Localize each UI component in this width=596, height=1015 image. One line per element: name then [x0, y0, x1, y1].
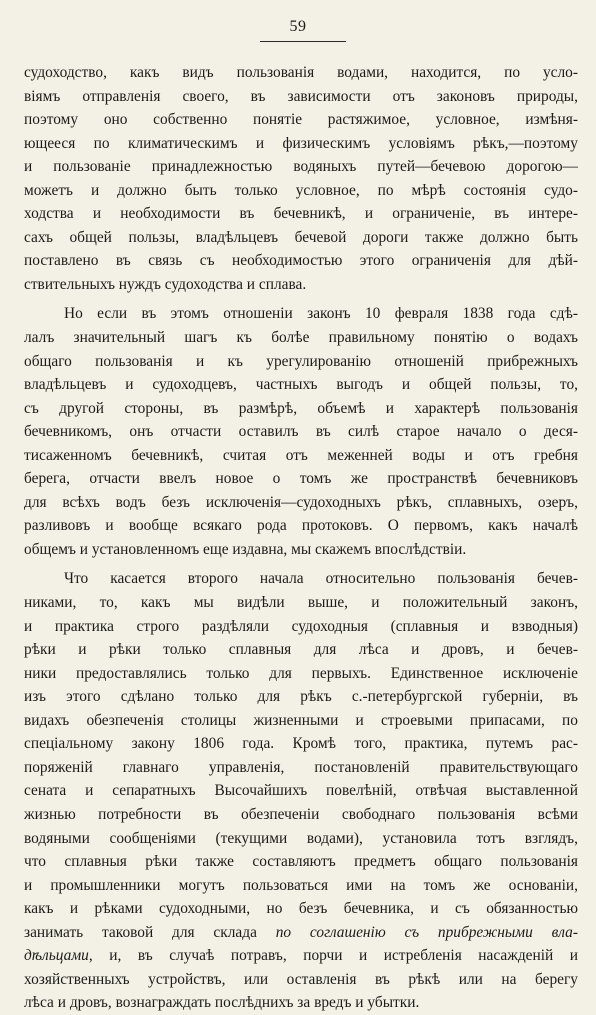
- text-line: віямъ отправленія своего, въ зависимости отъ законовъ природы,: [24, 87, 578, 105]
- text-line: хозяйственныхъ устройствъ, или оставленія въ рѣкѣ или на берегу: [24, 970, 578, 988]
- paragraph-2: [24, 302, 578, 561]
- text-line: разливовъ и вообще всякаго рода протоковъ. О первомъ, какъ началѣ: [24, 517, 578, 535]
- text-line: Но если въ этомъ отношеніи законъ 10 февраля 1838 года сдѣ-: [64, 305, 578, 323]
- text-line: судоходство, какъ видъ пользованія водами, находится, по усло-: [24, 64, 578, 81]
- text-line: что сплавныя рѣки также составляютъ предметъ общаго пользованія: [24, 853, 578, 871]
- italic-phrase: по соглашенію съ прибрежными вла-: [275, 923, 578, 941]
- text-line: съ другой стороны, въ размѣрѣ, объемѣ и характерѣ пользованія: [24, 399, 578, 417]
- text-line: ходства и необходимости въ бечевникѣ, и ограниченіе, въ интере-: [24, 205, 578, 223]
- text-line: лалъ значительный шагъ къ болѣе правильному понятію о водахъ: [24, 329, 578, 347]
- text-line: ники предоставлялись только для первыхъ. Единственное исключеніе: [24, 664, 578, 682]
- text-line: спеціальному закону 1806 года. Кромѣ того, практика, путемъ рас-: [24, 735, 578, 753]
- header-rule: [260, 41, 346, 42]
- text-line: лѣса и дровъ, вознаграждать послѣднихъ за вредъ и убытки.: [24, 994, 420, 1012]
- paragraph-3: [24, 567, 578, 1014]
- text-line: сената и сепаратныхъ Высочайшихъ повелѣній, отвѣчая выставленной: [24, 782, 578, 800]
- text-line-with-italic: [24, 921, 578, 945]
- text-line: можетъ и должно быть только условное, по мѣрѣ состоянія судо-: [24, 181, 578, 199]
- text-line: владѣльцевъ и судоходцевъ, частныхъ выгодъ и общей пользы, то,: [24, 376, 578, 394]
- text-line: видахъ обезпеченія столицы жизненными и строевыми припасами, по: [24, 711, 578, 729]
- body-text: [24, 61, 578, 1015]
- italic-phrase-end: дѣльцами: [24, 947, 89, 965]
- text-line: изъ этого сдѣлано только для рѣкъ с.-петербургской губерніи, въ: [24, 688, 578, 706]
- text-line: тисаженномъ бечевникѣ, считая отъ меженней воды и отъ гребня: [24, 446, 578, 464]
- text-line: ствительныхъ нуждъ судоходства и сплава.: [24, 275, 307, 293]
- text-segment: , и, въ случаѣ потравъ, порчи и истребленія насажденій и: [88, 947, 578, 965]
- text-line: берега, отчасти ввелъ новое о томъ же пространствѣ бечевниковъ: [24, 470, 578, 488]
- text-line: водяными сообщеніями (текущими водами), установила тотъ взглядъ,: [24, 829, 578, 847]
- page-number: 59: [289, 18, 307, 35]
- text-segment: занимать таковой для склада: [24, 923, 257, 941]
- text-line: для всѣхъ водъ безъ исключенія—судоходныхъ рѣкъ, сплавныхъ, озеръ,: [24, 493, 578, 511]
- text-line: сахъ общей пользы, владѣльцевъ бечевой дороги также должно быть: [24, 228, 578, 246]
- text-line: бечевникомъ, онъ отчасти оставилъ въ силѣ старое начало о деся-: [24, 423, 578, 441]
- text-line-with-italic: [24, 944, 578, 968]
- text-line: поряженій главнаго управленія, постановленій правительствующаго: [24, 758, 578, 776]
- text-line: какъ и рѣками судоходными, но безъ бечевника, и съ обязанностью: [24, 900, 578, 918]
- text-line: и промышленники могутъ пользоваться ими на томъ же основаніи,: [24, 876, 578, 894]
- text-line: и практика строго раздѣляли судоходныя (сплавныя и взводныя): [24, 617, 578, 635]
- text-line: общемъ и установленномъ еще издавна, мы скажемъ впослѣдствіи.: [24, 540, 467, 558]
- text-line: и пользованіе принадлежностью водяныхъ путей—бечевою дорогою—: [24, 158, 578, 176]
- text-line: рѣки и рѣки только сплавныя для лѣса и дровъ, и бечев-: [24, 641, 578, 659]
- text-line: общаго пользованія и къ урегулированію отношеній прибрежныхъ: [24, 352, 578, 370]
- text-line: жизнью потребности въ обезпеченіи свободнаго пользованія всѣми: [24, 805, 578, 823]
- text-line: поэтому оно собственно понятіе растяжимое, условное, измѣня-: [24, 111, 578, 129]
- text-line: ющееся по климатическимъ и физическимъ условіямъ рѣкъ,—поэтому: [24, 134, 578, 152]
- text-line: Что касается второго начала относительно пользованія бечев-: [64, 570, 578, 588]
- paragraph-1: [24, 61, 578, 296]
- text-line: никами, то, какъ мы видѣли выше, и положительный законъ,: [24, 594, 578, 612]
- text-line: поставлено въ связь съ необходимостью этого ограниченія для дѣй-: [24, 252, 578, 270]
